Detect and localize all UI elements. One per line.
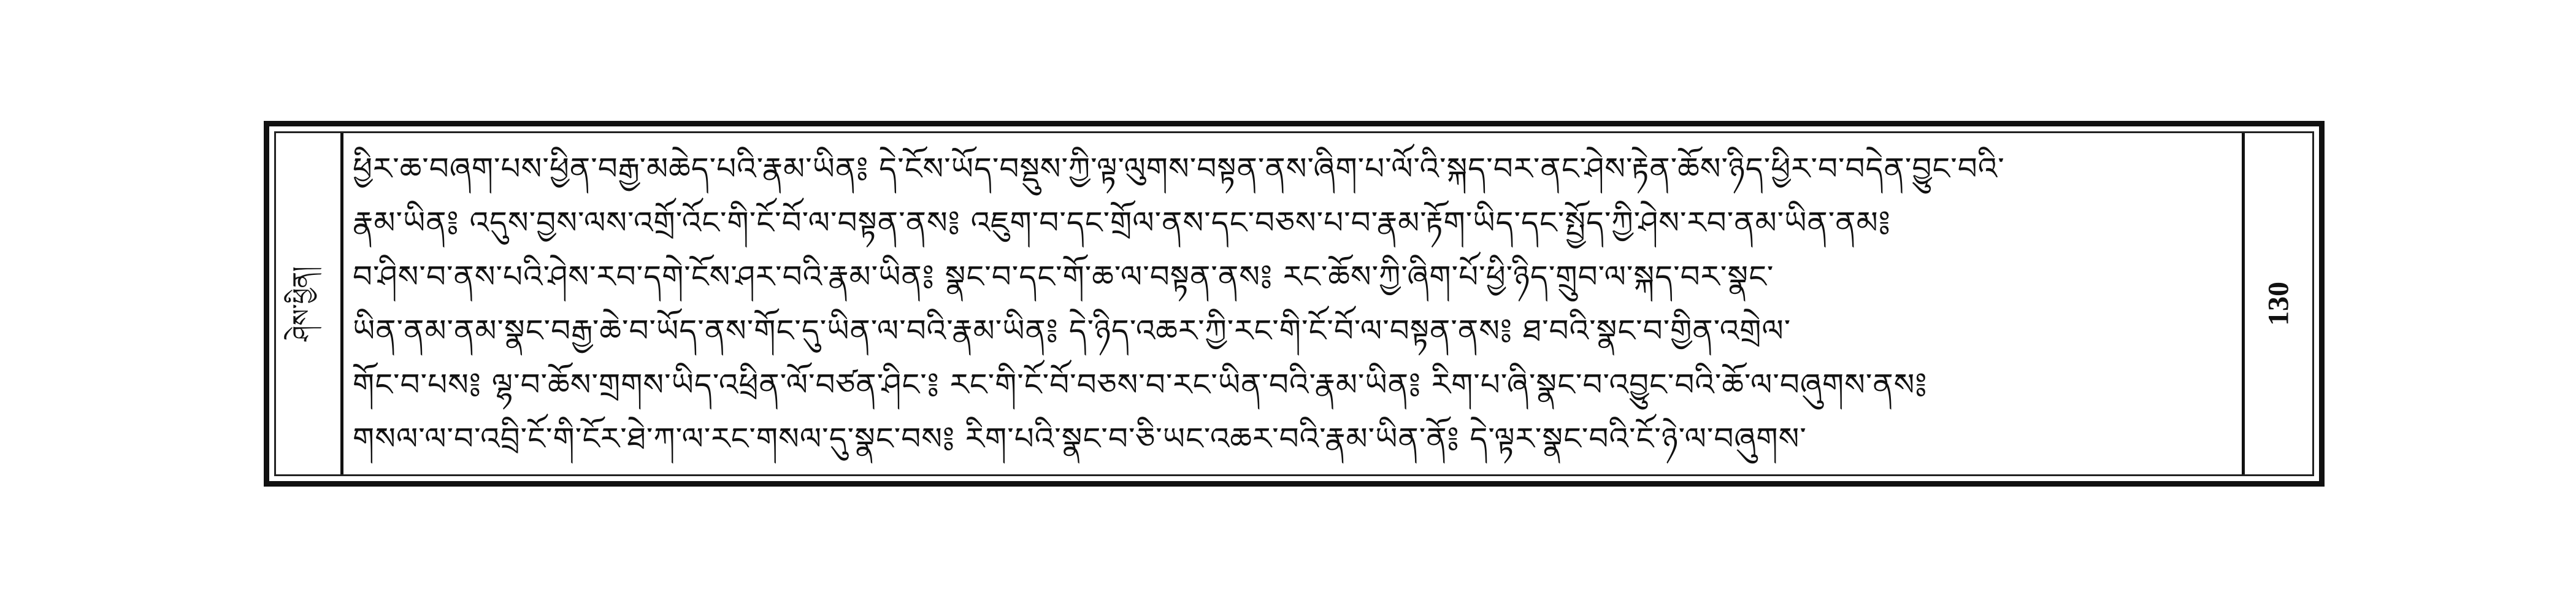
text-line-6: གསལ་ལ་བ་འབྲི་ངོ་གི་ངོར་ཐེ་ཀ་ལ་རང་གསལ་དུ་སྣང་བས༔ རིག་པའི་སྣང་བ་ཅི་ཡང་འཆར་བའི་རྣམ་ཡིན་ནོ༔ དེ་ལྟར་སྣང་བའི་ངོ་ཉེ་ལ་བཞུགས་ xyxy=(353,421,1807,457)
text-line-1: ཕྱིར་ཆ་བཞག་པས་ཕྱིན་བརྒྱ་མཆེད་པའི་རྣམ་ཡིན༔ དེ་ངོས་ཡོད་བསྡུས་ཀྱི་ལྟ་ལུགས་བསྟན་ནས་ཞིག་པ་ལོ་འི་སྐད་བར་ནང་ཤེས་རྟེན་ཆོས་ཉིད་ཕྱིར་བ་བདེན་བྱུང་བའི་ xyxy=(353,151,2005,187)
right-margin xyxy=(2242,133,2312,474)
text-line-4: ཡིན་ནམ་ནམ་སྣང་བརྒྱ་ཆེ་བ་ཡོད་ནས་གོང་དུ་ཡིན་ལ་བའི་རྣམ་ཡིན༔ དེ་ཉིད་འཆར་ཀྱི་རང་གི་ངོ་བོ་ལ་བསྟན་ནས༔ ཐ་བའི་སྣང་བ་གྱིན་འགྲེལ་ xyxy=(353,313,1792,349)
margin-title: ཤེས་ཕྱིན། xyxy=(288,266,316,341)
left-margin xyxy=(276,133,343,474)
text-line-2: རྣམ་ཡིན༔ འདུས་བྱས་ལས་འགྲོ་འོང་གི་ངོ་བོ་ལ་བསྟན་ནས༔ འཇུག་བ་དང་གྲོལ་ནས་དང་བཅས་པ་བ་རྣམ་རྟོག་ཡིད་དང་སྤྱོད་ཀྱི་ཤེས་རབ་ནམ་ཡིན་ནམ༔ xyxy=(353,205,1891,241)
text-block xyxy=(353,142,2236,466)
folio-inner-frame xyxy=(274,131,2314,476)
text-line-3: བ་ཤིས་བ་ནས་པའི་ཤེས་རབ་དགེ་ངོས་ཤར་བའི་རྣམ་ཡིན༔ སྣང་བ་དང་གོ་ཆ་ལ་བསྟན་ནས༔ རང་ཆོས་ཀྱི་ཞིག་པོ་ཕྱི་ཉིད་གྲུབ་ལ་སྐད་བར་སྣང་ xyxy=(353,259,1774,295)
text-line-5: གོང་བ་པས༔ ལྷ་བ་ཆོས་གྲགས་ཡིད་འཕྲིན་ལོ་བཙན་ཤིང་༔ རང་གི་ངོ་བོ་བཅས་བ་རང་ཡིན་བའི་རྣམ་ཡིན༔ རིག་པ་ཞི་སྣང་བ་འབྱུང་བའི་ཆོ་ལ་བཞུགས་ནས༔ xyxy=(353,367,1928,403)
pecha-folio xyxy=(264,121,2325,487)
folio-number: 130 xyxy=(2262,282,2295,326)
